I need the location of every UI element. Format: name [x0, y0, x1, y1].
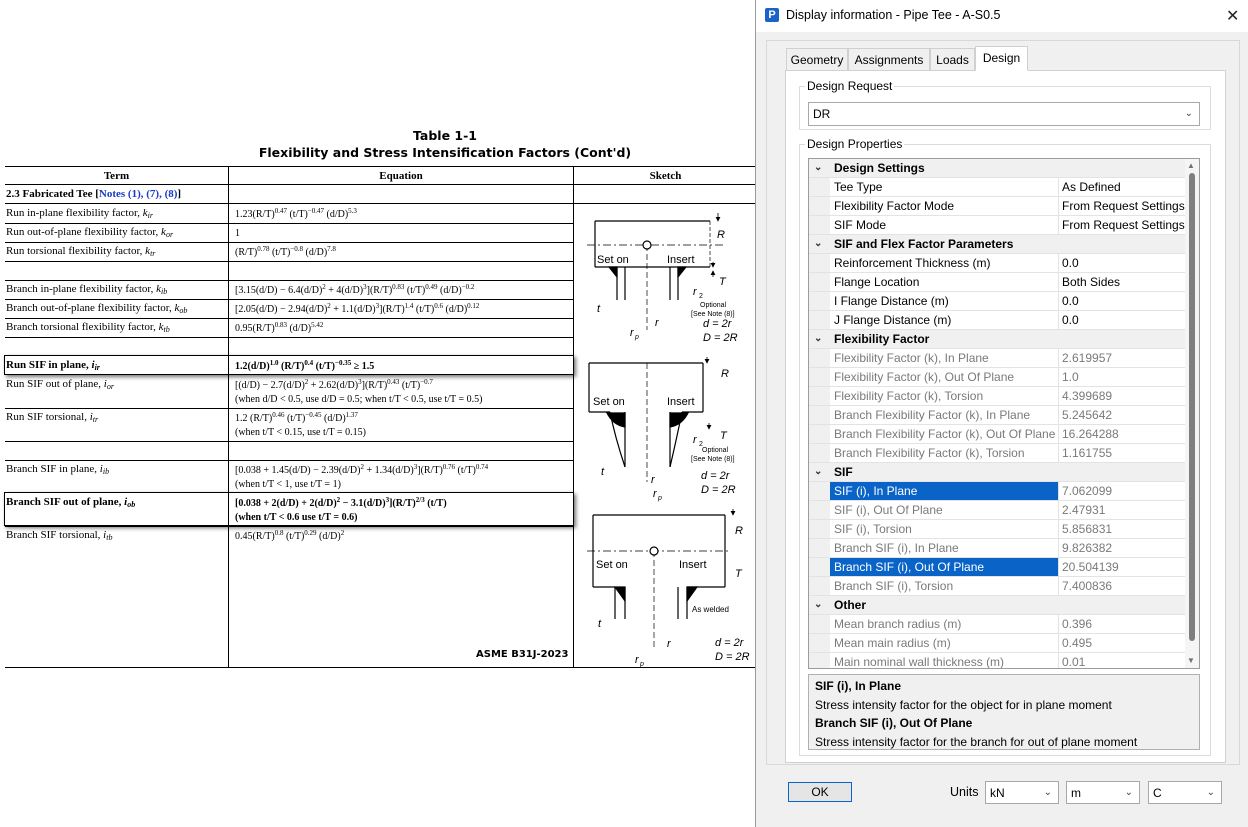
label-as-welded: As welded — [692, 605, 729, 614]
description-text-1: Stress intensity factor for the object for in plane moment — [815, 697, 1112, 712]
equation-row-9: 1.2 $(R/T)^{0.46}$ $(t/T)^{-0.45}$ $(d/D)^{1.37}$ — [235, 411, 358, 424]
property-value: 7.400836 — [1062, 579, 1113, 593]
property-value[interactable]: 0.0 — [1062, 313, 1079, 327]
property-row[interactable] — [809, 501, 1185, 520]
design-properties-label: Design Properties — [807, 137, 903, 151]
property-name: SIF (i), Out Of Plane — [834, 503, 943, 517]
property-row[interactable] — [809, 197, 1185, 216]
property-grid-scrollbar[interactable] — [1185, 159, 1199, 668]
chevron-down-icon[interactable]: ⌄ — [814, 333, 823, 344]
equation-row-5: $[2.05(d/D) - 2.94(d/D)^2 + 1.1(d/D)^3](R/T)^{1.4}$ $(t/T)^{0.6}$ $(d/D)^{0.12}$ — [235, 302, 480, 315]
table-subtitle: Flexibility and Stress Intensification Factors (Cont'd) — [258, 145, 632, 160]
design-request-select[interactable]: DR ⌄ — [808, 102, 1200, 126]
close-icon[interactable]: ✕ — [1226, 8, 1240, 25]
dialog-title: Display information - Pipe Tee - A-S0.5 — [786, 8, 1001, 22]
section-heading: 2.3 Fabricated Tee [Notes (1), (7), (8)] — [6, 188, 182, 200]
table-title: Table 1-1 — [413, 128, 477, 143]
ok-button[interactable]: OK — [788, 782, 852, 802]
property-name: Branch Flexibility Factor (k), Out Of Plane — [834, 427, 1056, 441]
property-name: Branch Flexibility Factor (k), In Plane — [834, 408, 1031, 422]
equation-row-1: $1.23(R/T)^{0.47}$ $(t/T)^{-0.47}$ $(d/D)^{5.3}$ — [235, 207, 357, 220]
dialog-titlebar[interactable] — [756, 0, 1248, 32]
category-flexibility-factor[interactable]: ⌄ Flexibility Factor — [809, 330, 1185, 349]
property-value: 0.495 — [1062, 636, 1093, 650]
property-name: Flange Location — [834, 275, 920, 289]
chevron-down-icon: ⌄ — [1124, 787, 1133, 798]
equation-row-6: $0.95(R/T)^{0.83}$ $(d/D)^{5.42}$ — [235, 321, 324, 334]
property-value: 2.47931 — [1062, 503, 1106, 517]
equation-row-8-note: (when d/D < 0.5, use d/D = 0.5; when t/T < 0.5, use t/T = 0.5) — [235, 394, 483, 405]
label-D-eq-2: D = 2R — [701, 484, 736, 496]
term-row-2: Run out-of-plane flexibility factor, $k_{or}$ — [6, 226, 174, 239]
term-row-9: Run SIF torsional, $i_{tr}$ — [6, 411, 99, 424]
label-optional-1: Optional — [700, 302, 727, 309]
property-name: Branch SIF (i), Torsion — [834, 579, 954, 593]
notes-link[interactable]: Notes (1), (7), (8) — [98, 188, 178, 200]
label-insert-3: Insert — [679, 559, 707, 571]
display-information-dialog — [755, 0, 1248, 827]
label-t-1: t — [597, 303, 601, 315]
tab-assignments[interactable]: Assignments — [848, 48, 930, 71]
column-header-equation: Equation — [379, 170, 423, 182]
label-insert-1: Insert — [667, 254, 695, 266]
property-row[interactable] — [809, 425, 1185, 444]
property-row[interactable] — [809, 254, 1185, 273]
label-rp-2: r — [653, 488, 657, 500]
chevron-down-icon[interactable]: ⌄ — [814, 466, 823, 477]
property-name: I Flange Distance (m) — [834, 294, 949, 308]
chevron-down-icon: ⌄ — [1206, 787, 1215, 798]
property-name: SIF (i), Torsion — [834, 522, 912, 536]
property-row[interactable] — [809, 520, 1185, 539]
chevron-down-icon: ⌄ — [1184, 108, 1193, 119]
property-name: Branch Flexibility Factor (k), Torsion — [834, 446, 1025, 460]
equation-row-2: 1 — [235, 228, 240, 239]
scrollbar-thumb[interactable] — [1189, 173, 1195, 641]
property-row[interactable] — [809, 368, 1185, 387]
label-R-3: R — [735, 525, 743, 537]
property-value: 1.161755 — [1062, 446, 1113, 460]
property-value[interactable]: 0.0 — [1062, 256, 1079, 270]
property-name: SIF (i), In Plane — [830, 482, 1058, 500]
sketch-set-on-insert-as-welded — [587, 509, 733, 649]
label-insert-2: Insert — [667, 396, 695, 408]
property-name: Flexibility Factor (k), In Plane — [834, 351, 989, 365]
term-row-12: Branch SIF torsional, $i_{tb}$ — [6, 529, 113, 542]
property-name: Flexibility Factor Mode — [834, 199, 955, 213]
label-T-2: T — [720, 430, 727, 442]
category-sif[interactable]: ⌄ SIF — [809, 463, 1185, 482]
units-temperature-select[interactable]: C ⌄ — [1148, 781, 1222, 804]
property-row[interactable] — [809, 349, 1185, 368]
property-name: SIF Mode — [834, 218, 887, 232]
property-row[interactable] — [809, 558, 1185, 577]
label-set-on-3: Set on — [596, 559, 628, 571]
property-value[interactable]: Both Sides — [1062, 275, 1121, 289]
units-force-select[interactable]: kN ⌄ — [985, 781, 1059, 804]
chevron-down-icon: ⌄ — [1043, 787, 1052, 798]
property-name: Flexibility Factor (k), Out Of Plane — [834, 370, 1015, 384]
property-value: 4.399689 — [1062, 389, 1113, 403]
property-row[interactable] — [809, 653, 1185, 669]
property-row[interactable] — [809, 178, 1185, 197]
property-name: Branch SIF (i), In Plane — [834, 541, 959, 555]
property-value: 0.396 — [1062, 617, 1093, 631]
tab-loads[interactable]: Loads — [930, 48, 975, 71]
equation-row-3: $(R/T)^{0.78}$ $(t/T)^{-0.8}$ $(d/D)^{7.8}$ — [235, 245, 336, 258]
property-value: 9.826382 — [1062, 541, 1113, 555]
property-row[interactable] — [809, 406, 1185, 425]
equation-row-7: $1.2(d/D)^{1.0}$ $(R/T)^{0.4}$ $(t/T)^{-0.35} \ge 1.5$ — [235, 359, 375, 372]
property-grid[interactable] — [808, 158, 1200, 669]
label-r2-2: r — [693, 434, 697, 446]
column-header-sketch: Sketch — [649, 170, 682, 182]
property-name: Tee Type — [834, 180, 883, 194]
equation-row-12: $0.45(R/T)^{0.8}$ $(t/T)^{0.29}$ $(d/D)^2$ — [235, 529, 345, 542]
tee-sketches — [585, 205, 755, 667]
equation-row-11: $[0.038 + 2(d/D) + 2(d/D)^2 - 3.1(d/D)^3](R/T)^{2/3}$ (t/T) — [235, 496, 447, 509]
property-row[interactable] — [809, 387, 1185, 406]
property-name: Branch SIF (i), Out Of Plane — [830, 558, 1058, 576]
property-name: Mean main radius (m) — [834, 636, 951, 650]
property-value: 5.245642 — [1062, 408, 1113, 422]
equation-row-10: $[0.038 + 1.45(d/D) - 2.39(d/D)^2 + 1.34(d/D)^3](R/T)^{0.76}$ $(t/T)^{0.74}$ — [235, 463, 489, 476]
property-value[interactable]: From Request Settings — [1062, 199, 1185, 213]
description-title-1: SIF (i), In Plane — [815, 679, 902, 693]
property-name: Reinforcement Thickness (m) — [834, 256, 991, 270]
term-row-3: Run torsional flexibility factor, $k_{tr}$ — [6, 245, 156, 258]
property-value: 1.0 — [1062, 370, 1079, 384]
property-description-panel — [808, 674, 1200, 750]
property-value: 7.062099 — [1062, 484, 1113, 498]
label-rp-sub-2: p — [658, 495, 662, 502]
property-row[interactable] — [809, 577, 1185, 596]
units-length-select[interactable]: m ⌄ — [1066, 781, 1140, 804]
label-R-1: R — [717, 229, 725, 241]
label-rp-sub-3: p — [640, 661, 644, 667]
document-footer: ASME B31J-2023 — [476, 649, 569, 660]
label-see-note-1: [See Note (8)] — [691, 311, 735, 318]
property-name: Flexibility Factor (k), Torsion — [834, 389, 984, 403]
property-row[interactable] — [809, 311, 1185, 330]
label-rp-3: r — [635, 654, 639, 666]
scroll-up-icon[interactable]: ▲ — [1187, 161, 1195, 170]
term-row-10: Branch SIF in plane, $i_{ib}$ — [6, 463, 110, 476]
column-header-term: Term — [103, 170, 130, 182]
property-row[interactable] — [809, 273, 1185, 292]
description-title-2: Branch SIF (i), Out Of Plane — [815, 716, 973, 730]
label-T-1: T — [719, 276, 726, 288]
property-value: 0.01 — [1062, 655, 1086, 669]
term-row-11: Branch SIF out of plane, $i_{ob}$ — [6, 496, 136, 509]
term-row-1: Run in-plane flexibility factor, $k_{ir}$ — [6, 207, 153, 220]
label-r-2: r — [651, 474, 655, 486]
label-R-2: R — [721, 368, 729, 380]
units-label: Units — [950, 785, 979, 799]
equation-row-8: $[(d/D) - 2.7(d/D)^2 + 2.62(d/D)^3](R/T)^{0.43}$ $(t/T)^{-0.7}$ — [235, 378, 433, 391]
sketch-set-on-insert-contoured — [589, 357, 709, 482]
property-row[interactable] — [809, 615, 1185, 634]
label-d-eq-2: d = 2r — [701, 470, 730, 482]
label-t-2: t — [601, 466, 605, 478]
property-row[interactable] — [809, 216, 1185, 235]
property-value: 5.856831 — [1062, 522, 1113, 536]
label-rp-sub-1: p — [635, 334, 639, 341]
label-optional-2: Optional — [702, 447, 729, 454]
property-value[interactable]: From Request Settings — [1062, 218, 1185, 232]
term-row-4: Branch in-plane flexibility factor, $k_{ib}$ — [6, 283, 168, 296]
label-see-note-2: [See Note (8)] — [691, 456, 735, 463]
property-value: 16.264288 — [1062, 427, 1119, 441]
design-request-label: Design Request — [807, 79, 893, 93]
tab-geometry[interactable]: Geometry — [786, 48, 848, 71]
equation-row-9-note: (when t/T < 0.15, use t/T = 0.15) — [235, 427, 366, 438]
tab-design[interactable]: Design — [975, 46, 1028, 71]
equation-row-4: $[3.15(d/D) - 6.4(d/D)^2 + 4(d/D)^3](R/T)^{0.83}$ $(t/T)^{0.49}$ $(d/D)^{-0.2}$ — [235, 283, 475, 296]
label-d-eq-1: d = 2r — [703, 318, 732, 330]
label-r2-1: r — [693, 286, 697, 298]
label-r-3: r — [667, 638, 671, 650]
category-other[interactable]: ⌄ Other — [809, 596, 1185, 615]
label-D-eq-1: D = 2R — [703, 332, 738, 344]
label-r-1: r — [655, 317, 659, 329]
app-icon: P — [765, 8, 779, 22]
chevron-down-icon[interactable]: ⌄ — [814, 599, 823, 610]
property-row[interactable] — [809, 634, 1185, 653]
property-row[interactable] — [809, 444, 1185, 463]
term-row-8: Run SIF out of plane, $i_{or}$ — [6, 378, 114, 391]
equation-row-11-note: (when t/T < 0.6 use t/T = 0.6) — [235, 512, 358, 523]
chevron-down-icon[interactable]: ⌄ — [814, 162, 823, 173]
term-row-7: Run SIF in plane, $i_{ir}$ — [6, 359, 100, 372]
property-value[interactable]: As Defined — [1062, 180, 1121, 194]
label-rp-1: r — [630, 327, 634, 339]
property-row[interactable] — [809, 539, 1185, 558]
property-value: 20.504139 — [1062, 560, 1119, 574]
scroll-down-icon[interactable]: ▼ — [1187, 656, 1195, 665]
property-value[interactable]: 0.0 — [1062, 294, 1079, 308]
category-sif-and-flex-factor-parameters[interactable]: ⌄ SIF and Flex Factor Parameters — [809, 235, 1185, 254]
equation-row-10-note: (when t/T < 1, use t/T = 1) — [235, 479, 341, 490]
label-T-3: T — [735, 568, 742, 580]
label-set-on-2: Set on — [593, 396, 625, 408]
property-row[interactable] — [809, 482, 1185, 501]
property-name: Main nominal wall thickness (m) — [834, 655, 1005, 669]
property-name: J Flange Distance (m) — [834, 313, 952, 327]
description-text-2: Stress intensity factor for the branch for out of plane moment — [815, 734, 1138, 749]
label-r2-sub-2: 2 — [699, 441, 703, 448]
label-t-3: t — [598, 618, 602, 630]
category-design-settings[interactable]: ⌄ Design Settings — [809, 159, 1185, 178]
label-set-on-1: Set on — [597, 254, 629, 266]
label-d-eq-3: d = 2r — [715, 637, 744, 649]
chevron-down-icon[interactable]: ⌄ — [814, 238, 823, 249]
term-row-6: Branch torsional flexibility factor, $k_{tb}$ — [6, 321, 170, 334]
label-D-eq-3: D = 2R — [715, 651, 750, 663]
term-row-5: Branch out-of-plane flexibility factor, $k_{ob}$ — [6, 302, 188, 315]
property-name: Mean branch radius (m) — [834, 617, 962, 631]
property-row[interactable] — [809, 292, 1185, 311]
label-r2-sub-1: 2 — [699, 293, 703, 300]
property-value: 2.619957 — [1062, 351, 1113, 365]
